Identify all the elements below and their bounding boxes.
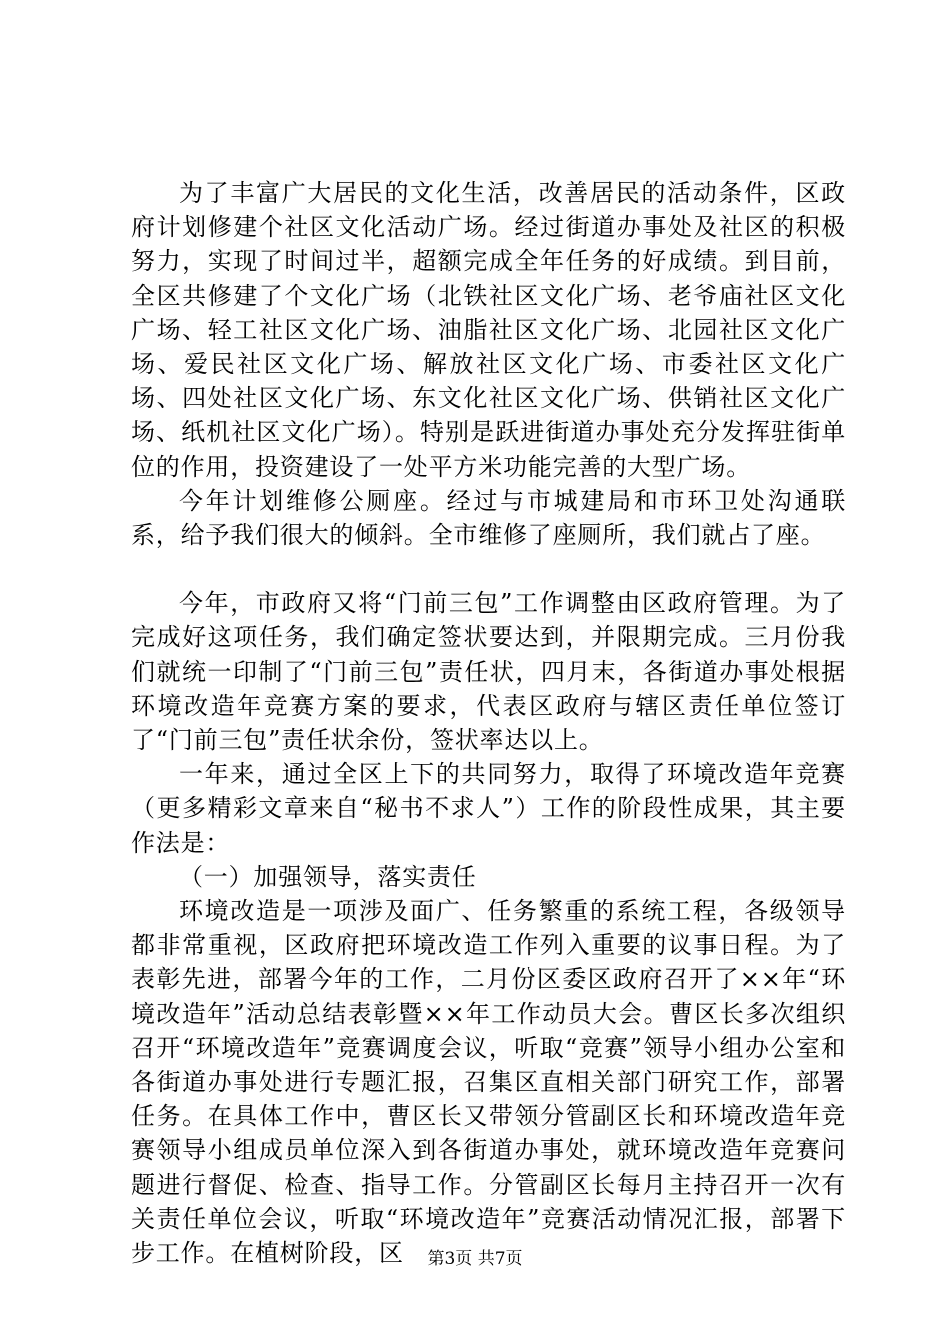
- paragraph-leadership-details: 环境改造是一项涉及面广、任务繁重的系统工程，各级领导都非常重视，区政府把环境改造工作列入重要的议事日程。为了表彰先进，部署今年的工作，二月份区委区政府召开了××年“环境改造年”活动总结表彰暨××年工作动员大会。曹区长多次组织召开“环境改造年”竞赛调度会议，听取“竞赛”领导小组办公室和各街道办事处进行专题汇报，召集区直相关部门研究工作，部署任务。在具体工作中，曹区长又带领分管副区长和环境改造年竞赛领导小组成员单位深入到各街道办事处，就环境改造年竞赛问题进行督促、检查、指导工作。分管副区长每月主持召开一次有关责任单位会议，听取“环境改造年”竞赛活动情况汇报，部署下步工作。在植树阶段，区: [131, 897, 846, 1268]
- paragraph-public-toilets: 今年计划维修公厕座。经过与市城建局和市环卫处沟通联系，给予我们很大的倾斜。全市维修了座厕所，我们就占了座。: [131, 486, 846, 550]
- section-heading-leadership: （一）加强领导，落实责任: [179, 862, 477, 891]
- page-number-footer: 第3页 共7页: [427, 1249, 523, 1269]
- paragraph-three-guarantees: 今年，市政府又将“门前三包”工作调整由区政府管理。为了完成好这项任务，我们确定签状要达到，并限期完成。三月份我们就统一印制了“门前三包”责任状，四月末，各街道办事处根据环境改造年竞赛方案的要求，代表区政府与辖区责任单位签订了“门前三包”责任状余份，签状率达以上。: [131, 589, 846, 755]
- paragraph-year-summary: 一年来，通过全区上下的共同努力，取得了环境改造年竞赛（更多精彩文章来自“秘书不求人”）工作的阶段性成果，其主要作法是：: [131, 760, 846, 857]
- document-body: [131, 176, 846, 1270]
- paragraph-culture-squares: 为了丰富广大居民的文化生活，改善居民的活动条件，区政府计划修建个社区文化活动广场。经过街道办事处及社区的积极努力，实现了时间过半，超额完成全年任务的好成绩。到目前，全区共修建了个文化广场（北铁社区文化广场、老爷庙社区文化广场、轻工社区文化广场、油脂社区文化广场、北园社区文化广场、爱民社区文化广场、解放社区文化广场、市委社区文化广场、四处社区文化广场、东文化社区文化广场、供销社区文化广场、纸机社区文化广场）。特别是跃进街道办事处充分发挥驻街单位的作用，投资建设了一处平方米功能完善的大型广场。: [131, 179, 846, 481]
